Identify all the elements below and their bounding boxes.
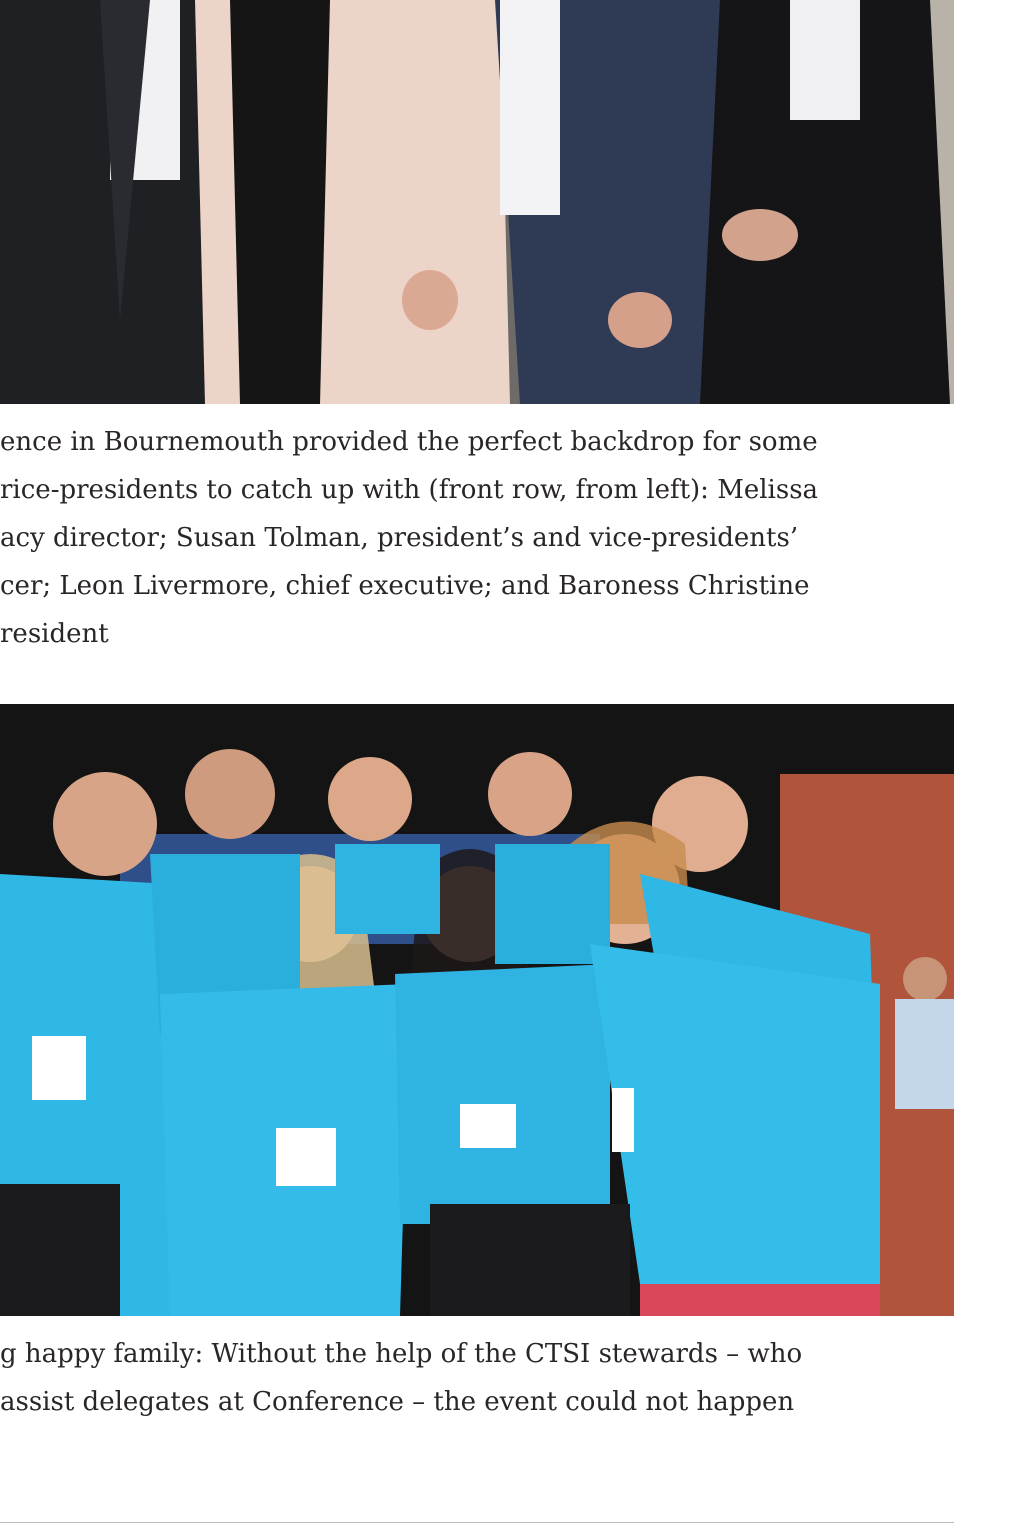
caption-line: ence in Bournemouth provided the perfect backdrop for some	[0, 427, 818, 457]
caption-line: resident	[0, 619, 109, 649]
caption-line: cer; Leon Livermore, chief executive; and Baroness Christine	[0, 571, 810, 601]
bottom-photo-caption	[0, 1330, 960, 1426]
group-photo-image	[0, 704, 954, 1316]
caption-line: assist delegates at Conference – the event could not happen	[0, 1387, 795, 1417]
group-photo-image	[0, 0, 954, 404]
bottom-photo	[0, 704, 954, 1316]
divider-rule	[0, 1522, 954, 1523]
top-photo	[0, 0, 954, 404]
caption-line: g happy family: Without the help of the CTSI stewards – who	[0, 1339, 803, 1369]
caption-line: rice-presidents to catch up with (front row, from left): Melissa	[0, 475, 819, 505]
caption-line: acy director; Susan Tolman, president’s and vice-presidents’	[0, 523, 799, 553]
top-photo-caption	[0, 418, 960, 658]
